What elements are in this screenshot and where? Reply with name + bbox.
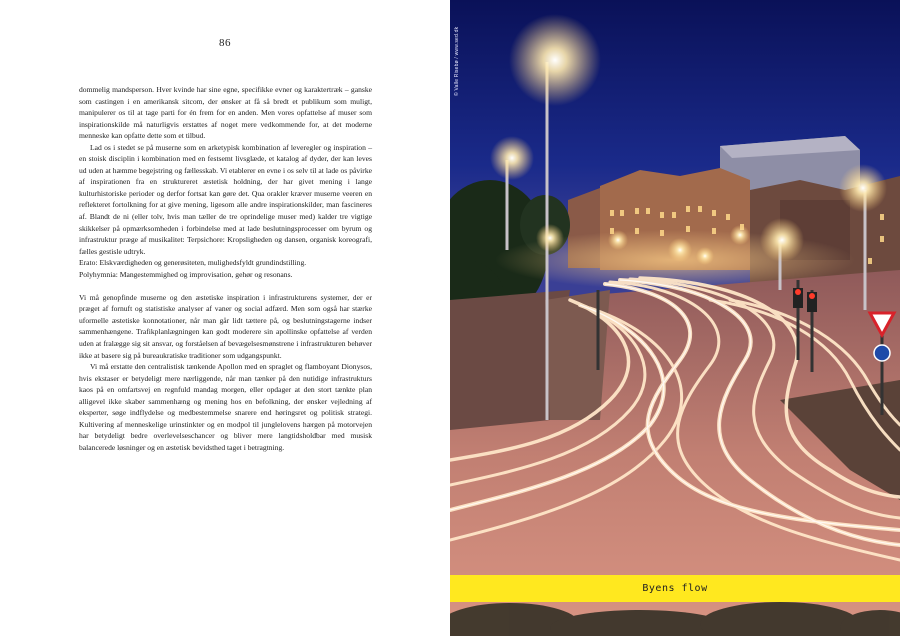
photo-caption: Byens flow xyxy=(642,583,708,594)
city-night-photo xyxy=(450,0,900,636)
photo-credit: © Valle Risebø / www.sed.dk xyxy=(454,26,460,96)
paragraph: Vi må erstatte den centralistisk tænkende Apollon med en spraglet og flamboyant Dionysos, hvis ekstaser er betydeligt mere nærliggende, når man tænker på den nutidige infrastrukturs kaos på en omfartsvej en regnfuld mandag morgen, eller opdager at den stort tænkte plan alligevel ikke skaber sammenhæng og mening hos en befolkning, der ønsker vejledning af eksperter, søge indflydelse og medbestemmelse snarere end høringsret og politisk strategi. Kultivering af menneskelige urinstinkter og en modpol til junglelovens hærgen på motorvejen har betydeligt bedre overlevelseschancer og bliver mere langtidsholdbar med musisk balancerede løsninger og en æstetisk bevidsthed taget i betragtning. xyxy=(79,362,372,452)
paragraph: Polyhymnia: Mangestemmighed og improvisation, gehør og resonans. xyxy=(79,269,293,279)
paragraph: dommelig mandsperson. Hver kvinde har sine egne, specifikke evner og karaktertræk – ganske som castingen i en amerikansk sitcom, der ønsker at få så bredt et publikum som muligt, manipulerer os til at tage parti for én frem for en anden. Men vores opfattelse af muser som inspirationskilde må naturligvis erstattes af noget mere vedkommende for, at det moderne menneske kan opfatte dette som et tilbud. xyxy=(79,85,372,141)
page-number: 86 xyxy=(219,37,231,49)
paragraph: Lad os i stedet se på muserne som en arketypisk kombination af leveregler og inspiration – en stoisk disciplin i kombination med en festsemt livsglæde, et katalog af dyder, der kan leves ud uden at hæmme begejstring og fællesskab. Vi etablerer en evne i os selv til at lade os påvirke af inspirationen fra en struktureret æstetisk holdning, der har givet mening i lange kulturhistoriske perioder og derfor fortsat kan gøre det. Qua orakler kræver muserne veeren en reflekteret fortolkning for at give mening, ligesom alle andre inspirationskilder, man fascineres af. Blandt de ni (eller tolv, hvis man tæller de tre oprindelige muser med) kalder tre vigtige skikkelser på opmærksomheden i forbindelse med at lade beslutningsprocesser om byrum og infrastruktur præge af musikalitet: Terpsichore: Kropsligheden og dansen, organisk koreografi, fælles gestisle udtryk. xyxy=(79,142,372,256)
paragraph: Erato: Elskværdigheden og generøsiteten, mulighedsfyldt grundindstilling. xyxy=(79,258,307,268)
right-page xyxy=(450,0,900,636)
caption-bar xyxy=(450,575,900,602)
paragraph: Vi må genopfinde muserne og den æstetiske inspiration i infrastrukturens systemer, der er præget af fornuft og statistiske analyser af vaner og social adfærd. Men som også har stærke uformelle æstetiske konnotationer, når man går lidt tættere på, og beslutningstagerne indser sammenhængene. Trafikplanlægningen kan godt moderere sin apollinske opfattelse af verden uden at fralægge sig sit ansvar, og forståelsen af bevægelsesmønstrene i infrastrukturen behøver ikke at basere sig på bureaukratiske traditioner som udgangspunkt. xyxy=(79,292,372,360)
body-text xyxy=(79,84,372,453)
